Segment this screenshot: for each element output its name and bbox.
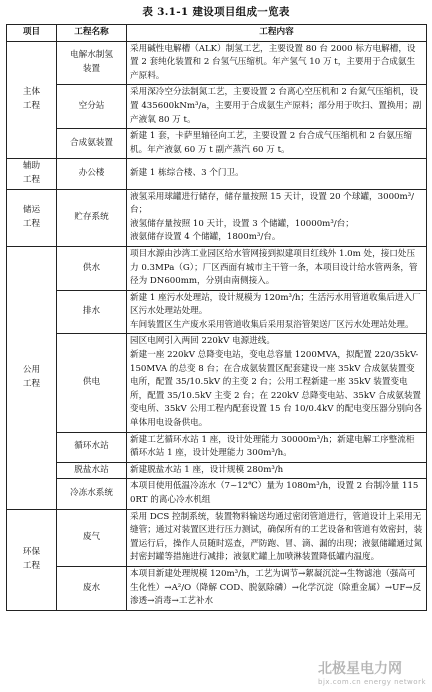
engineering-content-cell bbox=[127, 189, 427, 246]
engineering-content-cell bbox=[127, 509, 427, 566]
engineering-content-cell bbox=[127, 462, 427, 479]
content-paragraph: 采用碱性电解槽（ALK）制氢工艺，主要设置 80 台 2000 标方电解槽，设置 2 套纯化装置和 2 台氢气压缩机。年产氢气 10 万 t，主要用于合成氨生产原料。 bbox=[130, 43, 416, 81]
content-paragraph: 本项目使用低温冷冻水（7~12℃）量为 1080m³/h，设置 2 台制冷量 1150RT 的离心冷水机组 bbox=[130, 481, 419, 505]
content-paragraph: 项目水源由沙湾工业园区给水管网接到拟建项目红线外 1.0m 处，接口处压力 0.3MPa（G）；厂区西面有城市主干管一条，本项目设计给水管两条，管径为 DN600mm，分别由南侧接入。 bbox=[130, 248, 418, 287]
engineering-content-cell bbox=[127, 246, 427, 290]
table-row bbox=[7, 159, 427, 189]
engineering-name-cell: 排水 bbox=[57, 290, 127, 334]
engineering-name-cell: 废水 bbox=[57, 566, 127, 610]
engineering-content-cell bbox=[127, 334, 427, 432]
category-cell: 公用 工程 bbox=[7, 246, 57, 509]
content-paragraph: 新建脱盐水站 1 座，设计规模 280m³/h bbox=[130, 464, 284, 475]
header-category: 项目 bbox=[7, 25, 57, 42]
content-paragraph: 车间装置区生产废水采用管道收集后采用泵浴管架送厂区污水处理站处理。 bbox=[130, 319, 414, 330]
content-paragraph: 采用 DCS 控制系统，装置物料输送均通过密闭管道进行，管道设计上采用无缝管；通过对装置区进行压力测试，确保所有的工艺设备和管道有效密封，装置运行后，操作人员随时巡查，严防跑、冒、滴、漏的出现；液氨储罐通过氮封密封罐等措施进行减排；液氨贮罐上加喷淋装置降低罐内温度。 bbox=[130, 511, 423, 563]
watermark bbox=[318, 658, 426, 686]
engineering-name-cell: 废气 bbox=[57, 509, 127, 566]
engineering-name-cell: 电解水制氢 装置 bbox=[57, 41, 127, 85]
engineering-name-cell: 冷冻水系统 bbox=[57, 479, 127, 509]
table-header-row bbox=[7, 25, 427, 42]
table-row bbox=[7, 129, 427, 159]
content-paragraph: 新建 1 栋综合楼、3 个门卫。 bbox=[130, 168, 244, 179]
project-composition-table-wrap bbox=[6, 24, 426, 611]
table-row bbox=[7, 85, 427, 129]
engineering-name-cell: 脱盐水站 bbox=[57, 462, 127, 479]
category-cell: 储运 工程 bbox=[7, 189, 57, 246]
engineering-name-cell: 贮存系统 bbox=[57, 189, 127, 246]
watermark-text: 北极星电力网 bbox=[318, 661, 403, 677]
content-paragraph: 新建 1 套，卡萨里轴径向工艺，主要设置 2 台合成气压缩机和 2 台氨压缩机。年产液氨 60 万 t 副产蒸汽 60 万 t。 bbox=[130, 131, 413, 155]
engineering-content-cell bbox=[127, 129, 427, 159]
watermark-subtext: bjx.com.cn energy network bbox=[318, 678, 426, 686]
engineering-name-cell: 循环水站 bbox=[57, 432, 127, 462]
engineering-name-cell: 办公楼 bbox=[57, 159, 127, 189]
engineering-content-cell bbox=[127, 566, 427, 610]
content-paragraph: 本项目新建处理规模 120m³/h，工艺为调节→絮凝沉淀→生物滤池（强高可生化性）→A²/O（降解 COD、脱氨除磷）→化学沉淀（除重金属）→UF→反渗透→消毒→工艺补水 bbox=[130, 568, 422, 607]
content-paragraph: 新建 1 座污水处理站，设计规模为 120m³/h；生活污水用管道收集后进入厂区污水处理站处理。 bbox=[130, 292, 421, 317]
content-paragraph: 园区电网引入两回 220kV 电源进线。 bbox=[130, 336, 275, 347]
table-row bbox=[7, 41, 427, 85]
table-body bbox=[7, 41, 427, 610]
category-cell: 主体 工程 bbox=[7, 41, 57, 159]
table-row bbox=[7, 246, 427, 290]
engineering-content-cell bbox=[127, 432, 427, 462]
engineering-content-cell bbox=[127, 290, 427, 334]
engineering-content-cell bbox=[127, 159, 427, 189]
category-cell: 环保 工程 bbox=[7, 509, 57, 610]
engineering-name-cell: 供电 bbox=[57, 334, 127, 432]
project-composition-table bbox=[6, 24, 427, 611]
engineering-content-cell bbox=[127, 41, 427, 85]
table-row bbox=[7, 509, 427, 566]
content-paragraph: 液氨储存设置 4 个储罐，1800m³/台。 bbox=[130, 232, 281, 243]
engineering-content-cell bbox=[127, 479, 427, 509]
table-row bbox=[7, 189, 427, 246]
table-row bbox=[7, 566, 427, 610]
content-paragraph: 液氢储存量按照 10 天计，设置 3 个储罐，10000m³/台； bbox=[130, 218, 354, 229]
engineering-content-cell bbox=[127, 85, 427, 129]
content-paragraph: 液氢采用球罐进行储存，储存量按照 15 天计，设置 20 个球罐，3000m³/台； bbox=[130, 191, 415, 216]
engineering-name-cell: 合成氨装置 bbox=[57, 129, 127, 159]
header-content: 工程内容 bbox=[127, 25, 427, 42]
table-row bbox=[7, 290, 427, 334]
engineering-name-cell: 空分站 bbox=[57, 85, 127, 129]
engineering-name-cell: 供水 bbox=[57, 246, 127, 290]
table-title: 表 3.1-1 建设项目组成一览表 bbox=[142, 6, 290, 18]
table-row bbox=[7, 432, 427, 462]
content-paragraph: 新建一座 220kV 总降变电站，变电总容量 1200MVA，拟配置 220/35kV-150MVA 的总变 8 台；在合成氨装置区配套建设一座 35kV 合成氨装置变电所，配置 35/10.5kV 的主变 2 台；公用工程新建一座 35kV 装置变电所，配置 35/10.5kV 主变 2 台；在 220kV 总降变电站、35kV 合成氨装置变电所、35kV 公用工程内配套设置 15 台 10/0.4kV 的配电变压器分别向各单体用电设备供电。 bbox=[130, 350, 423, 429]
content-paragraph: 新建工艺循环水站 1 座，设计处理能力 30000m³/h；新建电解工序整流柜循环水站 1 座，设计处理能力 300m³/h。 bbox=[130, 434, 415, 459]
category-cell: 辅助 工程 bbox=[7, 159, 57, 189]
header-name: 工程名称 bbox=[57, 25, 127, 42]
table-row bbox=[7, 479, 427, 509]
content-paragraph: 采用深冷空分法制氮工艺，主要设置 2 台离心空压机和 2 台氮气压缩机，设置 435600kNm³/a，主要用于合成氨生产原料；部分用于吹扫、置换用；副产液氧 80 万 t。 bbox=[130, 87, 422, 125]
table-row bbox=[7, 462, 427, 479]
table-row bbox=[7, 334, 427, 432]
